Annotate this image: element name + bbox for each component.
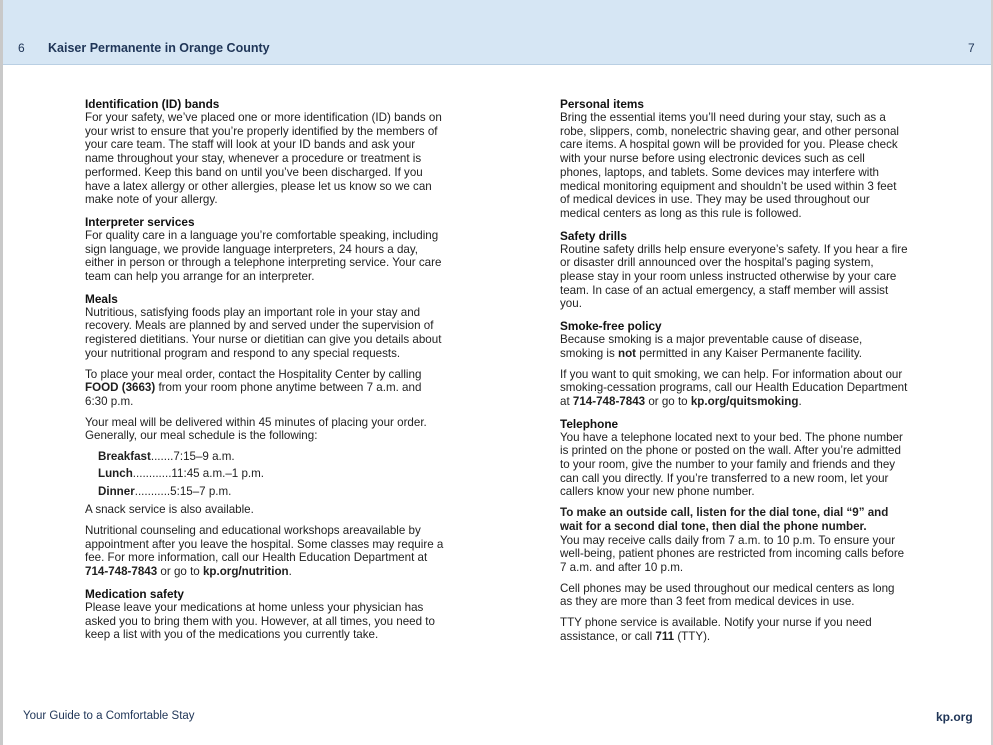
interpreter-heading: Interpreter services	[85, 214, 195, 229]
header-title: Kaiser Permanente in Orange County	[48, 41, 270, 55]
outside-call-instructions: To make an outside call, listen for the dial tone, dial “9” and wait for a second dial tone, then dial the phone number.	[560, 506, 889, 533]
meal-delivery-paragraph: Your meal will be delivered within 45 minutes of placing your order. Generally, our meal schedule is the following:	[85, 415, 427, 443]
header-band	[0, 0, 993, 65]
quitsmoking-link[interactable]: kp.org/quitsmoking	[690, 394, 799, 408]
nutrition-link[interactable]: kp.org/nutrition	[202, 565, 289, 579]
safety-drills-body: Routine safety drills help ensure everyone’s safety. If you hear a fire or disaster drill announced over the hospital’s paging system, please stay in your room unless instructed otherwise by your care team. In case of an actual emergency, a staff member will assist you.	[560, 242, 908, 311]
quit-smoking-phone: 714-748-7843	[572, 394, 646, 408]
workshops-paragraph: Nutritional counseling and educational workshops areavailable by appointment after you leave the hospital. Some classes may require a fee. For more information, call our Health Education Department at 714-748-7843 or go to kp.org/nutrition.	[85, 523, 444, 579]
meals-heading: Meals	[85, 291, 118, 306]
schedule-row-dinner: Dinner...........5:15–7 p.m.	[98, 484, 232, 498]
snack-paragraph: A snack service is also available.	[85, 503, 254, 517]
interpreter-body: For quality care in a language you’re comfortable speaking, including sign language, we provide language interpreters, 24 hours a day, either in person or through a telephone interpreting service. Your care team can help you arrange for an interpreter.	[85, 228, 442, 284]
incoming-calls-paragraph: You may receive calls daily from 7 a.m. to 10 p.m. To ensure your well-being, patient phones are restricted from incoming calls before 7 a.m. and after 10 p.m.	[560, 533, 905, 574]
left-column	[85, 97, 447, 642]
personal-items-body: Bring the essential items you’ll need during your stay, such as a robe, slippers, comb, nonelectric shaving gear, and other personal care items. A hospital gown will be provided for you. Please check with your nurse before using electronic devices such as cell phones, laptops, and tablets. Some devices may interfere with medical monitoring equipment and shouldn’t be used within 3 feet of medical devices in use. They may be used throughout our medical centers as long as this rule is followed.	[560, 111, 899, 220]
tty-paragraph: TTY phone service is available. Notify your nurse if you need assistance, or call 711 (TTY).	[560, 616, 872, 643]
schedule-row-breakfast: Breakfast.......7:15–9 a.m.	[98, 450, 235, 464]
medication-body: Please leave your medications at home unless your physician has asked you to bring them with you. However, at all times, you need to keep a list with you of the medications you currently take.	[85, 600, 435, 642]
meal-schedule	[98, 448, 447, 500]
health-education-phone: 714-748-7843	[85, 565, 158, 579]
medication-heading: Medication safety	[85, 586, 184, 601]
page-left-edge	[0, 0, 3, 745]
left-page-number: 6	[18, 41, 25, 55]
right-column	[560, 97, 908, 644]
smoke-free-body: Because smoking is a major preventable cause of disease, smoking is not permitted in any Kaiser Permanente facility.	[560, 333, 863, 360]
quit-smoking-paragraph: If you want to quit smoking, we can help. For information about our smoking-cessation programs, call our Health Education Department at 714-748-7843 or go to kp.org/quitsmoking.	[560, 367, 908, 408]
meals-body: Nutritious, satisfying foods play an important role in your stay and recovery. Meals are planned by and served under the supervision of registered dietitians. Your nurse or dietitian can give you details about your nutritional program and respond to any special requests.	[85, 305, 442, 360]
meal-order-paragraph: To place your meal order, contact the Hospitality Center by calling FOOD (3663) from your room phone anytime between 7 a.m. and 6:30 p.m.	[85, 367, 422, 408]
smoke-free-heading: Smoke-free policy	[560, 319, 662, 334]
id-bands-heading: Identification (ID) bands	[85, 97, 220, 111]
tty-number: 711	[655, 629, 675, 643]
telephone-heading: Telephone	[560, 416, 619, 431]
personal-items-heading: Personal items	[560, 97, 644, 111]
cell-phones-paragraph: Cell phones may be used throughout our medical centers as long as they are more than 3 feet from medical devices in use.	[560, 581, 895, 609]
telephone-body: You have a telephone located next to your bed. The phone number is printed on the phone or posted on the wall. After you’re admitted to your room, give the number to your family and friends and they can call you directly. If you’re transferred to a new room, let your callers know your new phone number.	[560, 430, 903, 499]
food-phone-number: FOOD (3663)	[85, 381, 156, 395]
safety-drills-heading: Safety drills	[560, 228, 627, 243]
footer-kp-link[interactable]: kp.org	[936, 710, 973, 724]
footer-guide-title: Your Guide to a Comfortable Stay	[23, 710, 195, 722]
schedule-row-lunch: Lunch............11:45 a.m.–1 p.m.	[98, 467, 265, 481]
right-page-number: 7	[968, 41, 975, 55]
id-bands-body: For your safety, we’ve placed one or more identification (ID) bands on your wrist to ensure that you’re properly identified by the members of your care team. The staff will look at your ID bands and ask your name throughout your stay, whenever a procedure or treatment is performed. Keep this band on until you’ve been discharged. If you have a latex allergy or other allergies, please let us know so we can make note of your allergy.	[85, 111, 442, 207]
